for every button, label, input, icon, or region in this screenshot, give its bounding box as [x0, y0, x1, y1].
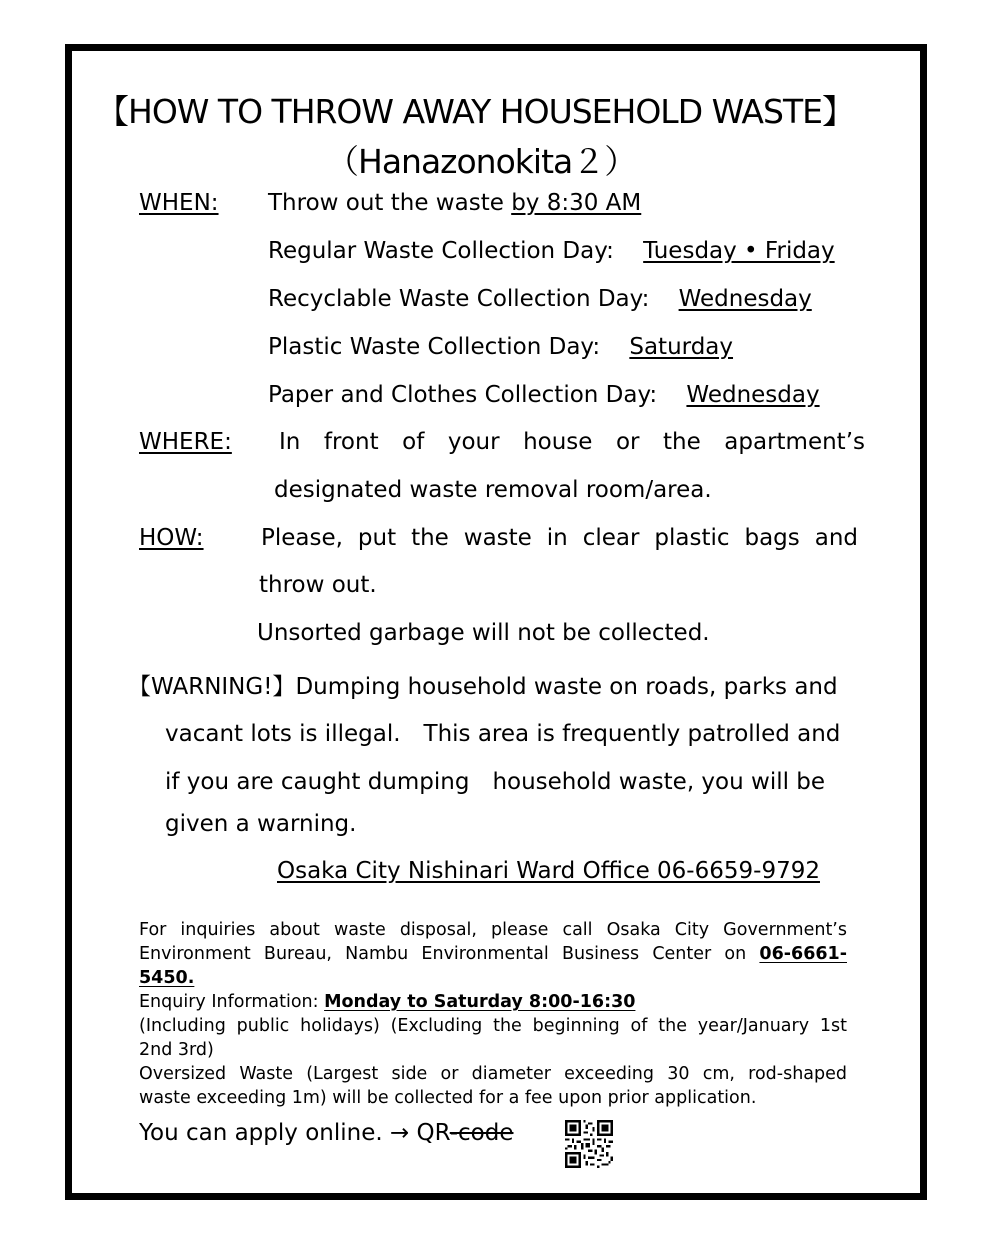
phone-number-part2: 5450.	[139, 968, 195, 988]
page-title: 【HOW TO THROW AWAY HOUSEHOLD WASTE】	[96, 92, 854, 131]
phone-number-part1: 06-6661-	[759, 944, 847, 964]
inquiries-line-2	[139, 942, 847, 966]
where-label: WHERE:	[139, 429, 232, 455]
how-label: HOW:	[139, 525, 204, 551]
warning-line-1	[128, 668, 838, 701]
struck-code-text: -code	[449, 1120, 514, 1146]
schedule-day: Saturday	[629, 334, 734, 360]
how-line-1: Please, put the waste in clear plastic bags and	[261, 525, 858, 551]
oversized-line-2: waste exceeding 1m) will be collected for a fee upon prior application.	[139, 1088, 757, 1108]
how-line-3: Unsorted garbage will not be collected.	[257, 620, 710, 646]
warning-line-3: if you are caught dumping household waste, you will be	[165, 769, 826, 795]
throw-time-line	[268, 190, 641, 216]
throw-time: by 8:30 AM	[511, 190, 642, 216]
oversized-line-1: Oversized Waste (Largest side or diameter exceeding 30 cm, rod-shaped	[139, 1064, 847, 1084]
warning-text-1: Dumping household waste on roads, parks and	[295, 674, 838, 700]
schedule-day: Tuesday • Friday	[643, 238, 835, 264]
schedule-recyclable	[268, 286, 812, 312]
schedule-day: Wednesday	[686, 382, 820, 408]
where-line-2: designated waste removal room/area.	[274, 477, 712, 503]
apply-online-line	[139, 1120, 513, 1146]
holidays-line-2: 2nd 3rd)	[139, 1040, 214, 1060]
where-line-1: In front of your house or the apartment’s	[279, 429, 865, 455]
schedule-day: Wednesday	[678, 286, 812, 312]
enquiry-hours: Monday to Saturday 8:00-16:30	[324, 992, 636, 1012]
throw-prefix: Throw out the waste	[268, 190, 512, 216]
inquiries-line-1: For inquiries about waste disposal, please call Osaka City Government’s	[139, 920, 847, 940]
enquiry-info-line	[139, 990, 635, 1014]
ward-office-contact: Osaka City Nishinari Ward Office 06-6659-9792	[277, 858, 820, 884]
page-subtitle: （Hanazonokita２）	[326, 142, 637, 181]
schedule-plastic	[268, 334, 733, 360]
when-label: WHEN:	[139, 190, 219, 216]
warning-label: 【WARNING!】	[128, 674, 296, 700]
holidays-line-1: (Including public holidays) (Excluding the beginning of the year/January 1st	[139, 1016, 847, 1036]
apply-online-text: You can apply online. → QR	[139, 1120, 450, 1146]
enquiry-label: Enquiry Information:	[139, 992, 325, 1012]
schedule-paper	[268, 382, 820, 408]
warning-line-2: vacant lots is illegal. This area is frequently patrolled and	[165, 721, 841, 747]
inquiries-prefix: Environment Bureau, Nambu Environmental Business Center on	[139, 944, 760, 964]
schedule-regular	[268, 238, 835, 264]
schedule-label: Plastic Waste Collection Day:	[268, 334, 601, 360]
qr-code-icon[interactable]	[565, 1120, 613, 1168]
schedule-label: Regular Waste Collection Day:	[268, 238, 614, 264]
how-line-2: throw out.	[259, 572, 377, 598]
schedule-label: Paper and Clothes Collection Day:	[268, 382, 658, 408]
warning-line-4: given a warning.	[165, 811, 357, 837]
schedule-label: Recyclable Waste Collection Day:	[268, 286, 650, 312]
